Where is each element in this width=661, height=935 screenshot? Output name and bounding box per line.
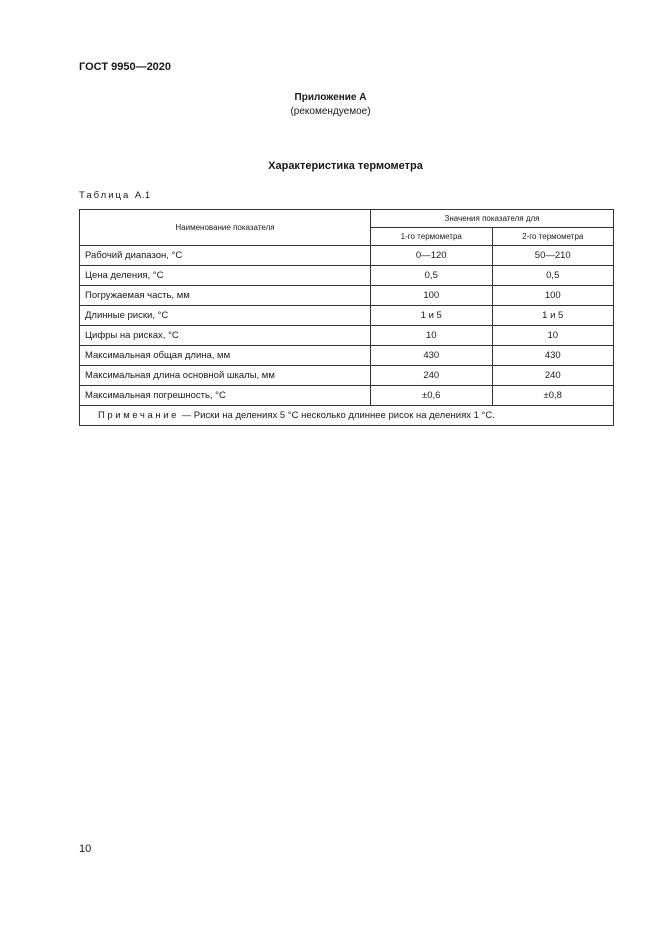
row-value-1: 10 (371, 326, 493, 346)
row-value-2: 100 (492, 286, 614, 306)
characteristics-table (79, 209, 614, 426)
row-name: Погружаемая часть, мм (80, 286, 371, 306)
row-name: Цена деления, °С (80, 266, 371, 286)
document-header: ГОСТ 9950—2020 (79, 61, 172, 73)
table-row (80, 346, 614, 366)
section-title: Характеристика термометра (268, 160, 423, 172)
row-value-1: 0—120 (371, 246, 493, 266)
row-value-1: 0,5 (371, 266, 493, 286)
table-caption-word: Таблица (79, 190, 131, 201)
row-value-1: 100 (371, 286, 493, 306)
row-name: Рабочий диапазон, °С (80, 246, 371, 266)
row-value-2: 430 (492, 346, 614, 366)
row-value-1: 240 (371, 366, 493, 386)
table-row (80, 306, 614, 326)
table-note-row (80, 406, 614, 426)
column-header-thermometer-1: 1-го термометра (371, 228, 493, 246)
table-caption (79, 190, 151, 201)
appendix-subtitle: (рекомендуемое) (290, 106, 371, 117)
page-number: 10 (79, 843, 92, 855)
row-value-1: ±0,6 (371, 386, 493, 406)
row-value-2: 10 (492, 326, 614, 346)
table-note-text: — Риски на делениях 5 °С несколько длиннее рисок на делениях 1 °С. (179, 410, 495, 421)
row-value-2: 1 и 5 (492, 306, 614, 326)
row-name: Длинные риски, °С (80, 306, 371, 326)
appendix-heading (0, 91, 661, 119)
column-header-thermometer-2: 2-го термометра (492, 228, 614, 246)
row-name: Цифры на рисках, °С (80, 326, 371, 346)
column-header-name: Наименование показателя (80, 210, 371, 246)
table-row (80, 326, 614, 346)
table-note-lead: Примечание (98, 410, 179, 421)
table-row (80, 246, 614, 266)
row-value-2: 240 (492, 366, 614, 386)
row-value-2: 0,5 (492, 266, 614, 286)
table-row (80, 386, 614, 406)
table-row (80, 366, 614, 386)
row-name: Максимальная общая длина, мм (80, 346, 371, 366)
appendix-title: Приложение А (294, 92, 367, 103)
row-value-2: ±0,8 (492, 386, 614, 406)
row-value-2: 50—210 (492, 246, 614, 266)
table-note (80, 406, 614, 426)
column-group-header: Значения показателя для (371, 210, 614, 228)
table-caption-number: А.1 (134, 190, 151, 201)
table-row (80, 286, 614, 306)
row-value-1: 430 (371, 346, 493, 366)
row-name: Максимальная длина основной шкалы, мм (80, 366, 371, 386)
table-row (80, 266, 614, 286)
row-name: Максимальная погрешность, °С (80, 386, 371, 406)
row-value-1: 1 и 5 (371, 306, 493, 326)
